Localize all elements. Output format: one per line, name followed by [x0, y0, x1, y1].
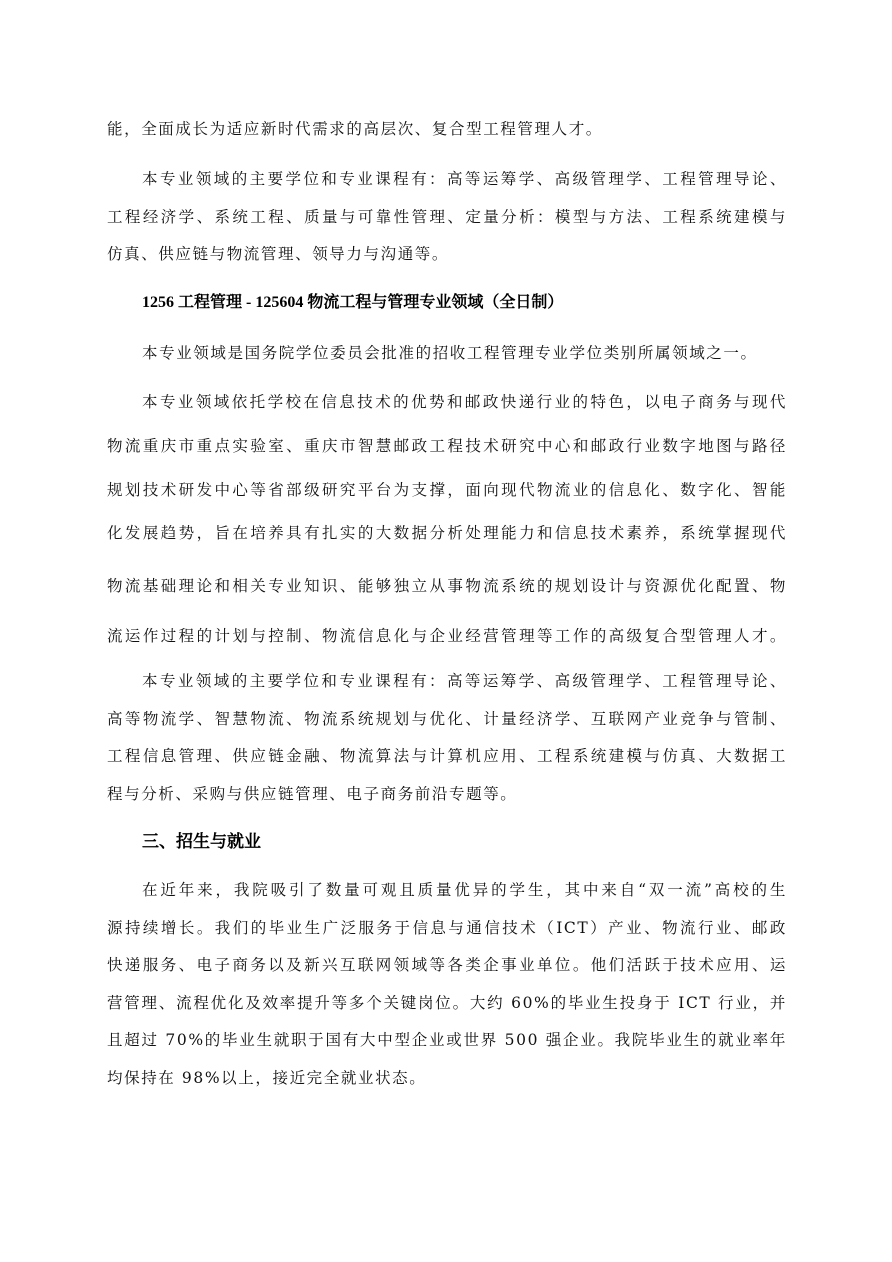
paragraph-line: 流运作过程的计划与控制、物流信息化与企业经营管理等工作的高级复合型管理人才。 [107, 627, 787, 645]
paragraph-line: 工程经济学、系统工程、质量与可靠性管理、定量分析：模型与方法、工程系统建模与 [107, 208, 787, 226]
paragraph-line: 均保持在 98%以上，接近完全就业状态。 [107, 1069, 427, 1087]
paragraph-line: 物流重庆市重点实验室、重庆市智慧邮政工程技术研究中心和邮政行业数字地图与路径 [107, 437, 787, 455]
paragraph-line: 规划技术研发中心等省部级研究平台为支撑，面向现代物流业的信息化、数字化、智能 [107, 481, 787, 499]
paragraph-line: 仿真、供应链与物流管理、领导力与沟通等。 [107, 245, 450, 263]
paragraph-line: 能，全面成长为适应新时代需求的高层次、复合型工程管理人才。 [107, 120, 603, 138]
paragraph-line: 程与分析、采购与供应链管理、电子商务前沿专题等。 [107, 785, 518, 803]
paragraph-line: 本专业领域依托学校在信息技术的优势和邮政快递行业的特色，以电子商务与现代 [142, 393, 787, 411]
paragraph-line: 本专业领域的主要学位和专业课程有：高等运筹学、高级管理学、工程管理导论、 [142, 170, 787, 188]
paragraph-line: 且超过 70%的毕业生就职于国有大中型企业或世界 500 强企业。我院毕业生的就业率年 [107, 1031, 787, 1049]
paragraph-line: 在近年来，我院吸引了数量可观且质量优异的学生，其中来自“双一流”高校的生 [142, 881, 787, 899]
paragraph-line: 营管理、流程优化及效率提升等多个关键岗位。大约 60%的毕业生投身于 ICT 行业，并 [107, 994, 787, 1012]
section-heading: 三、招生与就业 [142, 832, 261, 852]
paragraph-line: 化发展趋势，旨在培养具有扎实的大数据分析处理能力和信息技术素养，系统掌握现代 [107, 524, 787, 542]
paragraph-line: 本专业领域是国务院学位委员会批准的招收工程管理专业学位类别所属领域之一。 [142, 344, 758, 362]
subsection-heading: 1256 工程管理 - 125604 物流工程与管理专业领域（全日制） [142, 294, 564, 311]
paragraph-line: 本专业领域的主要学位和专业课程有：高等运筹学、高级管理学、工程管理导论、 [142, 672, 787, 690]
paragraph-line: 高等物流学、智慧物流、物流系统规划与优化、计量经济学、互联网产业竞争与管制、 [107, 710, 787, 728]
paragraph-line: 工程信息管理、供应链金融、物流算法与计算机应用、工程系统建模与仿真、大数据工 [107, 747, 787, 765]
paragraph-line: 快递服务、电子商务以及新兴互联网领域等各类企事业单位。他们活跃于技术应用、运 [107, 956, 787, 974]
paragraph-line: 物流基础理论和相关专业知识、能够独立从事物流系统的规划设计与资源优化配置、物 [107, 577, 787, 595]
paragraph-line: 源持续增长。我们的毕业生广泛服务于信息与通信技术（ICT）产业、物流行业、邮政 [107, 919, 787, 937]
